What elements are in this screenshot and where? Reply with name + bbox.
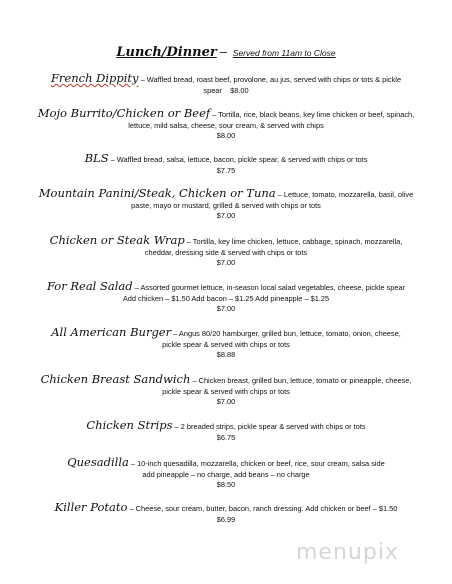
menu-item-mountain-panini xyxy=(14,188,438,222)
item-desc: – Angus 80/20 hamburger, grilled bun, lettuce, tomato, onion, cheese, xyxy=(171,329,401,338)
item-desc: – Waffled bread, roast beef, provolone, au jus, served with chips or tots & pickle xyxy=(138,75,402,84)
item-name: Mojo Burrito/Chicken or Beef xyxy=(37,106,211,120)
item-desc: – 10-inch quesadilla, mozzarella, chicken or beef, rice, sour cream, salsa side xyxy=(128,459,385,468)
item-price: $7.00 xyxy=(216,211,236,220)
item-name: Killer Potato xyxy=(54,500,128,514)
item-price: $8.00 xyxy=(216,131,236,140)
menu-title: Lunch/Dinner xyxy=(116,45,217,60)
item-desc: – Assorted gourmet lettuce, in-season local salad vegetables, cheese, pickle spear xyxy=(132,283,406,292)
item-desc2: pickle spear & served with chips or tots xyxy=(162,339,290,349)
item-price: $7.00 xyxy=(216,304,236,313)
menu-item-chicken-strips xyxy=(14,420,438,443)
menu-item-bls xyxy=(14,153,438,176)
item-name: French Dippity xyxy=(50,71,139,85)
title-dash: – xyxy=(219,44,227,59)
item-price: $6.75 xyxy=(216,432,236,442)
menu-item-wrap xyxy=(14,235,438,269)
item-desc2: paste, mayo or mustard, grilled & served with chips or tots xyxy=(131,200,321,210)
item-desc: – 2 breaded strips, pickle spear & served with chips or tots xyxy=(172,422,366,431)
item-price: $7.75 xyxy=(216,165,236,175)
item-desc2: pickle spear & served with chips or tots xyxy=(162,386,290,396)
item-name: Chicken Strips xyxy=(86,418,173,432)
menu-item-killer-potato xyxy=(14,502,438,525)
item-desc2: cheddar, dressing side & served with chips or tots xyxy=(144,247,308,257)
menu-item-chicken-breast-sandwich xyxy=(14,374,438,408)
item-desc: – Cheese, sour cream, butter, bacon, ranch dressing. Add chicken or beef – $1.50 xyxy=(127,504,398,513)
menupix-watermark: menupix xyxy=(296,540,399,565)
menu-item-burger xyxy=(14,327,438,361)
item-desc: – Tortilla, rice, black beans, key lime chicken or beef, spinach, xyxy=(210,110,415,119)
item-price: $8.88 xyxy=(216,350,236,359)
item-desc2: add pineapple – no charge, add beans – no charge xyxy=(142,469,310,479)
menu-item-for-real-salad xyxy=(14,281,438,315)
item-price: $8.00 xyxy=(230,85,249,95)
item-desc2: Add chicken – $1.50 Add bacon – $1.25 Add pineapple – $1.25 xyxy=(122,293,330,303)
item-price: $7.00 xyxy=(216,397,236,406)
menu-header xyxy=(0,44,452,60)
item-name: All American Burger xyxy=(51,325,172,339)
item-price: $7.00 xyxy=(216,258,236,267)
item-desc: – Chicken breast, grilled bun, lettuce, tomato or pineapple, cheese, xyxy=(190,376,412,385)
item-name: Chicken or Steak Wrap xyxy=(49,233,185,247)
item-name: BLS xyxy=(84,151,109,165)
item-desc: – Waffled bread, salsa, lettuce, bacon, pickle spear, & served with chips or tots xyxy=(108,155,368,164)
item-desc2: spear xyxy=(203,85,222,95)
item-name: Chicken Breast Sandwich xyxy=(40,372,191,386)
menu-item-mojo-burrito xyxy=(14,108,438,142)
item-desc: – Lettuce, tomato, mozzarella, basil, olive xyxy=(275,190,414,199)
menu-item-french-dippity xyxy=(14,73,438,96)
menu-item-quesadilla xyxy=(14,457,438,491)
menu-subtitle: Served from 11am to Close xyxy=(232,48,336,58)
item-price: $8.50 xyxy=(216,480,236,489)
item-price: $6.99 xyxy=(216,514,236,524)
item-name: Mountain Panini/Steak, Chicken or Tuna xyxy=(38,186,276,200)
item-name: For Real Salad xyxy=(46,279,133,293)
item-desc2: lettuce, mild salsa, cheese, sour cream, & served with chips xyxy=(128,120,324,130)
item-name: Quesadilla xyxy=(67,455,129,469)
item-desc: – Tortilla, key lime chicken, lettuce, cabbage, spinach, mozzarella, xyxy=(184,237,403,246)
